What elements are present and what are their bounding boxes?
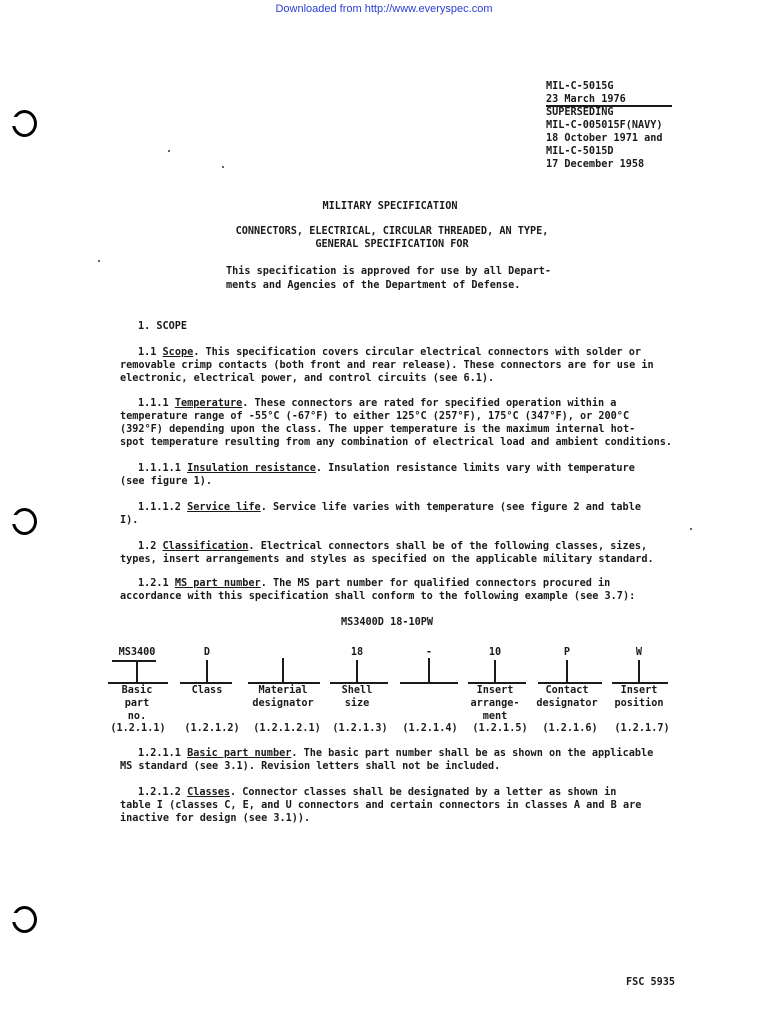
paragraph-line bbox=[138, 540, 647, 553]
para-num: 1.1.1.2 bbox=[138, 502, 181, 513]
para-text: . Service life varies with temperature (see figure 2 and table bbox=[260, 502, 641, 513]
diagram-tick bbox=[566, 660, 568, 682]
diagram-label: Material designator bbox=[252, 685, 314, 709]
para-num: 1.2.1 bbox=[138, 578, 169, 589]
approval-line-1: This specification is approved for use by all Depart- bbox=[226, 266, 552, 277]
diagram-ref: (1.2.1.7) bbox=[614, 723, 670, 734]
paragraph-line: (see figure 1). bbox=[120, 476, 213, 487]
diagram-underline bbox=[468, 682, 526, 684]
diagram-label: Class bbox=[191, 685, 223, 696]
diagram-underline bbox=[180, 682, 232, 684]
para-title: Scope bbox=[162, 347, 194, 358]
example-part-number: MS3400D 18-10PW bbox=[341, 617, 434, 628]
para-text: . These connectors are rated for specified operation within a bbox=[242, 398, 617, 409]
spec-title-line-2: GENERAL SPECIFICATION FOR bbox=[315, 239, 469, 250]
diagram-tick bbox=[356, 660, 358, 682]
paragraph-line: types, insert arrangements and styles as specified on the applicable military standard. bbox=[120, 554, 654, 565]
binder-hole-top bbox=[12, 110, 37, 137]
paragraph-line: removable crimp contacts (both front and rear release). These connectors are for use in bbox=[120, 360, 654, 371]
paragraph-line: MS standard (see 3.1). Revision letters shall not be included. bbox=[120, 761, 501, 772]
para-title: Basic part number bbox=[187, 748, 292, 759]
superseded-doc-1: MIL-C-005015F(NAVY) bbox=[546, 120, 663, 131]
para-num: 1.1.1 bbox=[138, 398, 169, 409]
para-title: Temperature bbox=[174, 398, 243, 409]
para-title: Insulation resistance bbox=[187, 463, 316, 474]
paragraph-line bbox=[138, 462, 635, 475]
diagram-tick bbox=[282, 658, 284, 682]
para-text: . Connector classes shall be designated by a letter as shown in bbox=[230, 787, 617, 798]
diagram-ref: (1.2.1.5) bbox=[472, 723, 528, 734]
spec-heading: MILITARY SPECIFICATION bbox=[322, 201, 458, 212]
paragraph-line: (392°F) depending upon the class. The upper temperature is the maximum internal hot- bbox=[120, 424, 636, 435]
para-text: . This specification covers circular electrical connectors with solder or bbox=[193, 347, 641, 358]
diagram-tick bbox=[638, 660, 640, 682]
para-num: 1.1 bbox=[138, 347, 157, 358]
diagram-underline bbox=[248, 682, 320, 684]
doc-number: MIL-C-5015G bbox=[546, 81, 614, 92]
diagram-underline bbox=[612, 682, 668, 684]
diagram-top-value: P bbox=[563, 647, 571, 658]
paragraph-line: temperature range of -55°C (-67°F) to either 125°C (257°F), 175°C (347°F), or 200°C bbox=[120, 411, 630, 422]
diagram-ref: (1.2.1.2) bbox=[184, 723, 240, 734]
section-heading: 1. SCOPE bbox=[138, 321, 188, 332]
scan-speck bbox=[222, 166, 224, 168]
diagram-ref: (1.2.1.6) bbox=[542, 723, 598, 734]
download-link[interactable]: Downloaded from http://www.everyspec.com bbox=[275, 3, 493, 15]
para-num: 1.2 bbox=[138, 541, 157, 552]
para-title: MS part number bbox=[174, 578, 261, 589]
diagram-label: Insert position bbox=[614, 685, 664, 709]
superseded-doc-2: MIL-C-5015D bbox=[546, 146, 614, 157]
para-text: . The basic part number shall be as shown on the applicable bbox=[291, 748, 654, 759]
para-text: . Insulation resistance limits vary with temperature bbox=[315, 463, 635, 474]
superseding-label: SUPERSEDING bbox=[546, 107, 614, 118]
para-title: Classes bbox=[187, 787, 231, 798]
paragraph-line: inactive for design (see 3.1)). bbox=[120, 813, 311, 824]
diagram-top-value: D bbox=[203, 647, 211, 658]
diagram-tick bbox=[136, 660, 138, 682]
diagram-label: Basic part no. bbox=[121, 685, 153, 722]
diagram-top-value: MS3400 bbox=[118, 647, 156, 658]
diagram-tick bbox=[428, 658, 430, 682]
diagram-ref: (1.2.1.2.1) bbox=[253, 723, 321, 734]
diagram-tick bbox=[206, 660, 208, 682]
scan-speck bbox=[168, 150, 170, 152]
paragraph-line: electronic, electrical power, and control circuits (see 6.1). bbox=[120, 373, 495, 384]
fsc-code: FSC 5935 bbox=[626, 977, 676, 988]
diagram-underline bbox=[400, 682, 458, 684]
diagram-top-value: 18 bbox=[350, 647, 364, 658]
diagram-top-value: W bbox=[635, 647, 643, 658]
paragraph-line bbox=[138, 577, 610, 590]
diagram-label: Contact designator bbox=[536, 685, 598, 709]
paragraph-line: accordance with this specification shall conform to the following example (see 3.7): bbox=[120, 591, 636, 602]
para-text: . The MS part number for qualified connectors procured in bbox=[260, 578, 611, 589]
paragraph-line bbox=[138, 747, 653, 760]
diagram-label: Insert arrange- ment bbox=[470, 685, 520, 722]
para-num: 1.2.1.1 bbox=[138, 748, 181, 759]
diagram-tick bbox=[494, 660, 496, 682]
paragraph-line: I). bbox=[120, 515, 139, 526]
diagram-top-value: - bbox=[425, 647, 433, 658]
superseded-doc-1-date: 18 October 1971 and bbox=[546, 133, 663, 144]
para-num: 1.1.1.1 bbox=[138, 463, 181, 474]
spec-title-line-1: CONNECTORS, ELECTRICAL, CIRCULAR THREADED, AN TYPE, bbox=[235, 226, 549, 237]
diagram-underline bbox=[538, 682, 602, 684]
diagram-ref: (1.2.1.3) bbox=[332, 723, 388, 734]
diagram-top-value: 10 bbox=[488, 647, 502, 658]
diagram-ref: (1.2.1.4) bbox=[402, 723, 458, 734]
paragraph-line: spot temperature resulting from any combination of electrical load and ambient conditions. bbox=[120, 437, 673, 448]
paragraph-line bbox=[138, 346, 641, 359]
scan-speck bbox=[98, 260, 100, 262]
para-text: . Electrical connectors shall be of the following classes, sizes, bbox=[248, 541, 648, 552]
binder-hole-bottom bbox=[12, 906, 37, 933]
scan-speck bbox=[690, 528, 692, 530]
paragraph-line bbox=[138, 786, 616, 799]
diagram-underline bbox=[330, 682, 388, 684]
paragraph-line bbox=[138, 501, 641, 514]
diagram-label: Shell size bbox=[341, 685, 373, 709]
binder-hole-middle bbox=[12, 508, 37, 535]
para-title: Classification bbox=[162, 541, 249, 552]
para-title: Service life bbox=[187, 502, 261, 513]
paragraph-line: table I (classes C, E, and U connectors and certain connectors in classes A and B are bbox=[120, 800, 642, 811]
diagram-column-basic-part bbox=[100, 646, 174, 723]
diagram-column-insert-arrangement bbox=[458, 646, 532, 723]
diagram-ref: (1.2.1.1) bbox=[110, 723, 166, 734]
doc-date: 23 March 1976 bbox=[546, 94, 626, 105]
approval-line-2: ments and Agencies of the Department of Defense. bbox=[226, 280, 521, 291]
superseded-doc-2-date: 17 December 1958 bbox=[546, 159, 645, 170]
diagram-underline bbox=[112, 660, 156, 662]
paragraph-line bbox=[138, 397, 616, 410]
diagram-underline bbox=[108, 682, 168, 684]
para-num: 1.2.1.2 bbox=[138, 787, 181, 798]
